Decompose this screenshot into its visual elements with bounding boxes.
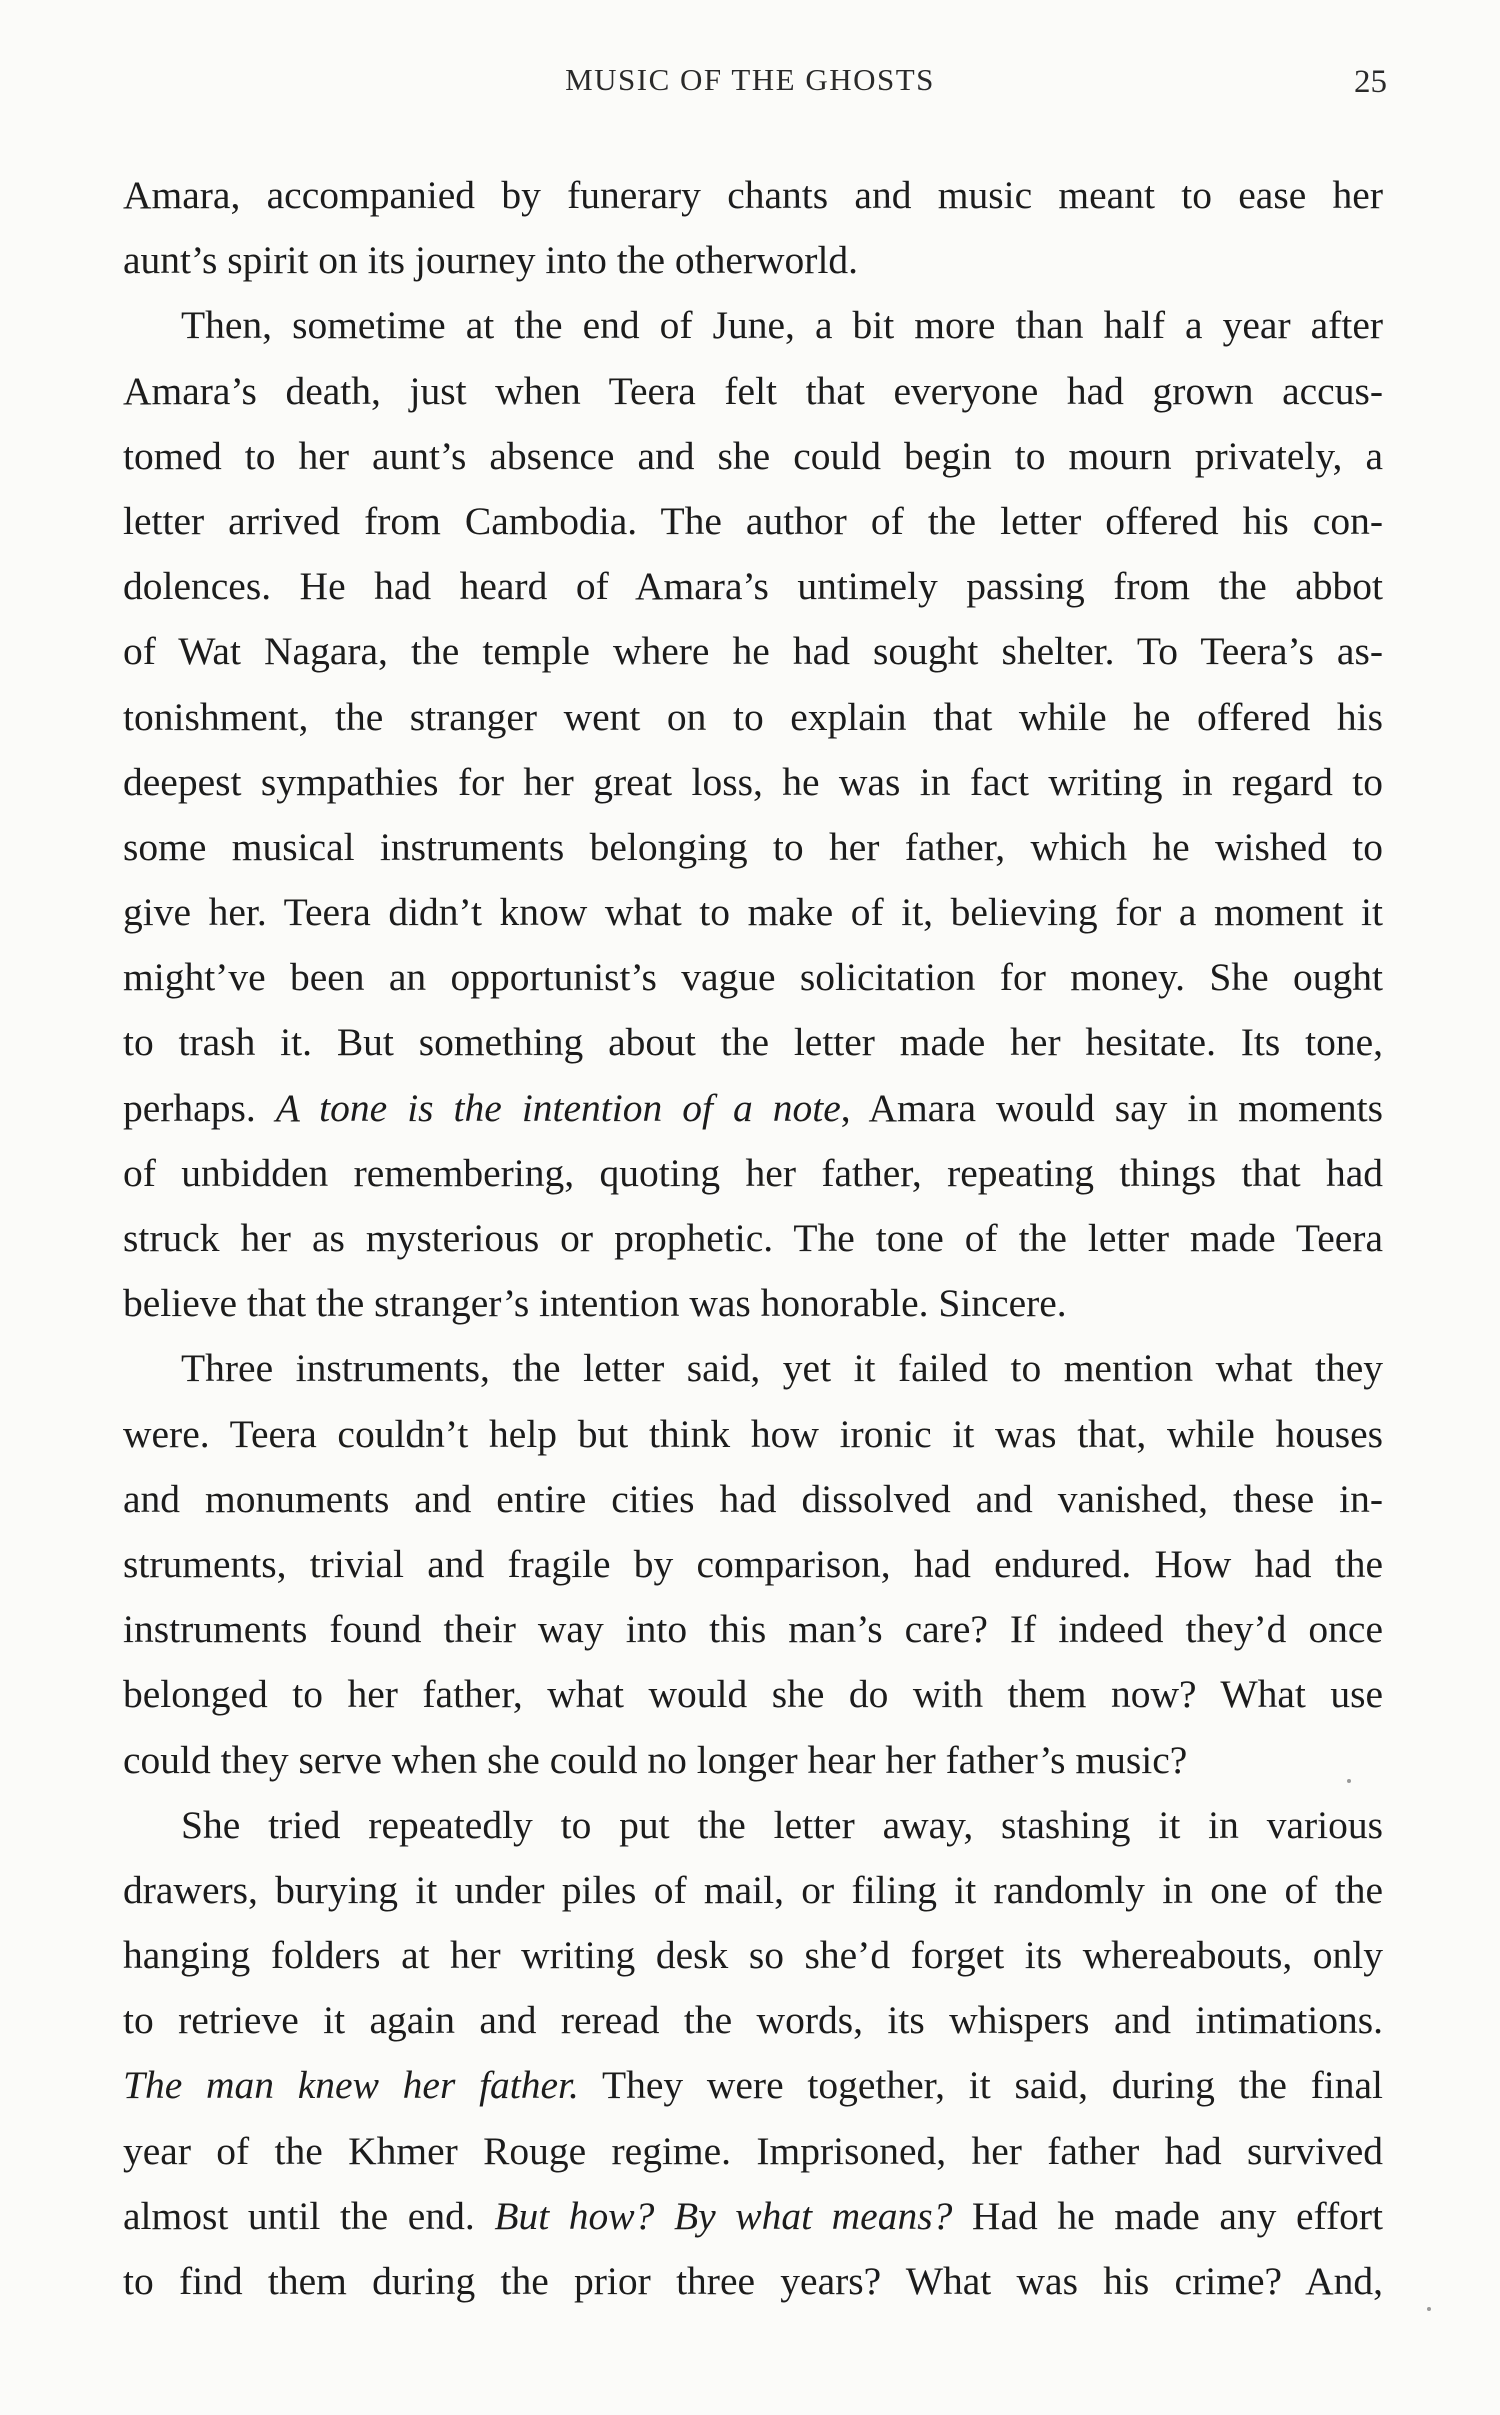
text-line: She tried repeatedly to put the letter away, stashing it in various bbox=[181, 1802, 1383, 1847]
text-line: could they serve when she could no longer hear her father’s music? bbox=[123, 1737, 1188, 1782]
running-head bbox=[0, 62, 1500, 112]
text-line: drawers, burying it under piles of mail, or filing it randomly in one of the bbox=[123, 1867, 1383, 1912]
text-line: Amara’s death, just when Teera felt that everyone had grown accus- bbox=[123, 368, 1383, 413]
text-line: struments, trivial and fragile by comparison, had endured. How had the bbox=[123, 1541, 1383, 1586]
text-line: Amara, accompanied by funerary chants and music meant to ease her bbox=[123, 173, 1383, 217]
text-line: Three instruments, the letter said, yet it failed to mention what they bbox=[181, 1346, 1383, 1391]
text-line: some musical instruments belonging to her father, which he wished to bbox=[123, 824, 1383, 869]
text-line: perhaps. A tone is the intention of a note, Amara would say in moments bbox=[123, 1085, 1383, 1130]
text-line: of Wat Nagara, the temple where he had sought shelter. To Teera’s as- bbox=[123, 629, 1383, 674]
text-line: were. Teera couldn’t help but think how ironic it was that, while houses bbox=[123, 1411, 1383, 1456]
text-line: tonishment, the stranger went on to explain that while he offered his bbox=[123, 694, 1383, 739]
text-line: give her. Teera didn’t know what to make of it, believing for a moment it bbox=[123, 890, 1383, 935]
text-line: dolences. He had heard of Amara’s untimely passing from the abbot bbox=[123, 564, 1383, 609]
text-line: almost until the end. But how? By what means? Had he made any effort bbox=[123, 2193, 1383, 2238]
text-line: to find them during the prior three years? What was his crime? And, bbox=[123, 2259, 1383, 2303]
text-line: tomed to her aunt’s absence and she could begin to mourn privately, a bbox=[123, 433, 1383, 478]
text-line: hanging folders at her writing desk so she’d forget its whereabouts, only bbox=[123, 1933, 1383, 1978]
text-line: belonged to her father, what would she do with them now? What use bbox=[123, 1672, 1383, 1717]
text-line: of unbidden remembering, quoting her father, repeating things that had bbox=[123, 1150, 1383, 1195]
text-line: The man knew her father. They were together, it said, during the final bbox=[123, 2063, 1383, 2108]
text-line: to retrieve it again and reread the words, its whispers and intimations. bbox=[123, 1998, 1383, 2043]
running-head-title: MUSIC OF THE GHOSTS bbox=[565, 62, 935, 97]
scan-speck bbox=[1347, 1779, 1351, 1783]
text-line: Then, sometime at the end of June, a bit more than half a year after bbox=[181, 303, 1383, 348]
scan-speck bbox=[1427, 2307, 1431, 2311]
text-line: struck her as mysterious or prophetic. The tone of the letter made Teera bbox=[123, 1216, 1383, 1260]
text-line: deepest sympathies for her great loss, he was in fact writing in regard to bbox=[123, 759, 1383, 804]
text-line: to trash it. But something about the letter made her hesitate. Its tone, bbox=[123, 1020, 1383, 1065]
page-number: 25 bbox=[1354, 64, 1387, 100]
italic-quote: A tone is the intention of a note bbox=[275, 1085, 841, 1130]
text-line: letter arrived from Cambodia. The author of the letter offered his con- bbox=[123, 498, 1383, 543]
text-line: might’ve been an opportunist’s vague solicitation for money. She ought bbox=[123, 955, 1383, 1000]
text-line: and monuments and entire cities had dissolved and vanished, these in- bbox=[123, 1476, 1383, 1521]
italic-phrase: But how? By what means? bbox=[494, 2193, 953, 2238]
text-line: instruments found their way into this man’s care? If indeed they’d once bbox=[123, 1607, 1383, 1652]
text-line: aunt’s spirit on its journey into the otherworld. bbox=[123, 238, 859, 283]
text-line: year of the Khmer Rouge regime. Imprisoned, her father had survived bbox=[123, 2128, 1383, 2173]
text-line: believe that the stranger’s intention was honorable. Sincere. bbox=[123, 1281, 1067, 1326]
body-text bbox=[123, 163, 1383, 2314]
italic-phrase: The man knew her father. bbox=[123, 2063, 579, 2108]
